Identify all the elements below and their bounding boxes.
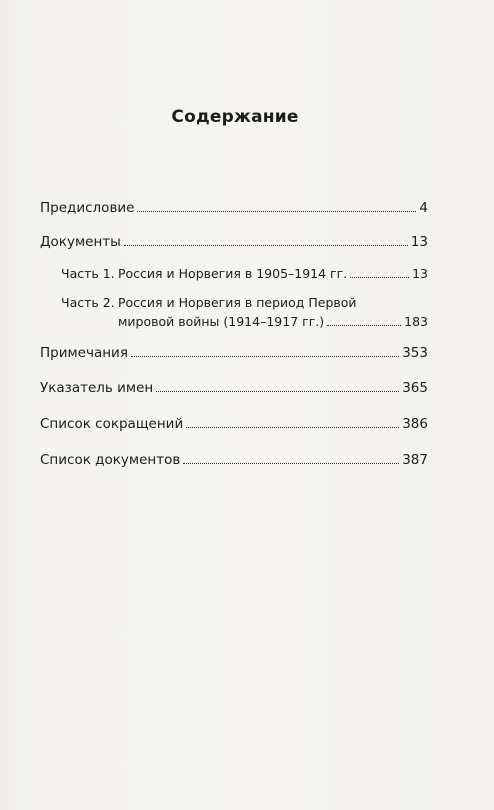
toc-entry-label: Примечания	[40, 345, 128, 361]
toc-entry-label: Список сокращений	[40, 416, 184, 432]
page-title: Содержание	[171, 107, 299, 127]
dot-leader	[156, 391, 399, 392]
toc-page-number: 13	[410, 234, 428, 250]
dot-leader	[124, 245, 408, 246]
dot-leader	[137, 211, 416, 212]
toc-page-number: 353	[402, 345, 428, 361]
toc-entry-label: Список документов	[40, 452, 181, 468]
toc-entry-label: Россия и Норвегия в 1905–1914 гг.	[118, 266, 348, 281]
dot-leader	[186, 427, 399, 428]
toc-page-number: 183	[404, 314, 428, 329]
toc-page-number: 365	[402, 380, 428, 396]
toc-entry-label: Указатель имен	[40, 380, 154, 396]
dot-leader	[350, 277, 409, 278]
toc-page-number: 386	[402, 416, 428, 432]
toc-part-prefix: Часть 1.	[61, 266, 115, 281]
toc-entry-label: Документы	[40, 234, 121, 250]
dot-leader	[327, 325, 401, 326]
toc-page-number: 13	[412, 266, 428, 281]
toc-page-number: 387	[402, 452, 428, 468]
toc-entry-label: Россия и Норвегия в период Первой	[118, 295, 357, 310]
toc-page-number: 4	[419, 200, 428, 216]
dot-leader	[131, 356, 399, 357]
toc-entry-label: Предисловие	[40, 200, 135, 216]
toc-entry-label-continued: мировой войны (1914–1917 гг.)	[118, 314, 325, 329]
dot-leader	[183, 463, 399, 464]
toc-part-prefix: Часть 2.	[61, 295, 115, 310]
